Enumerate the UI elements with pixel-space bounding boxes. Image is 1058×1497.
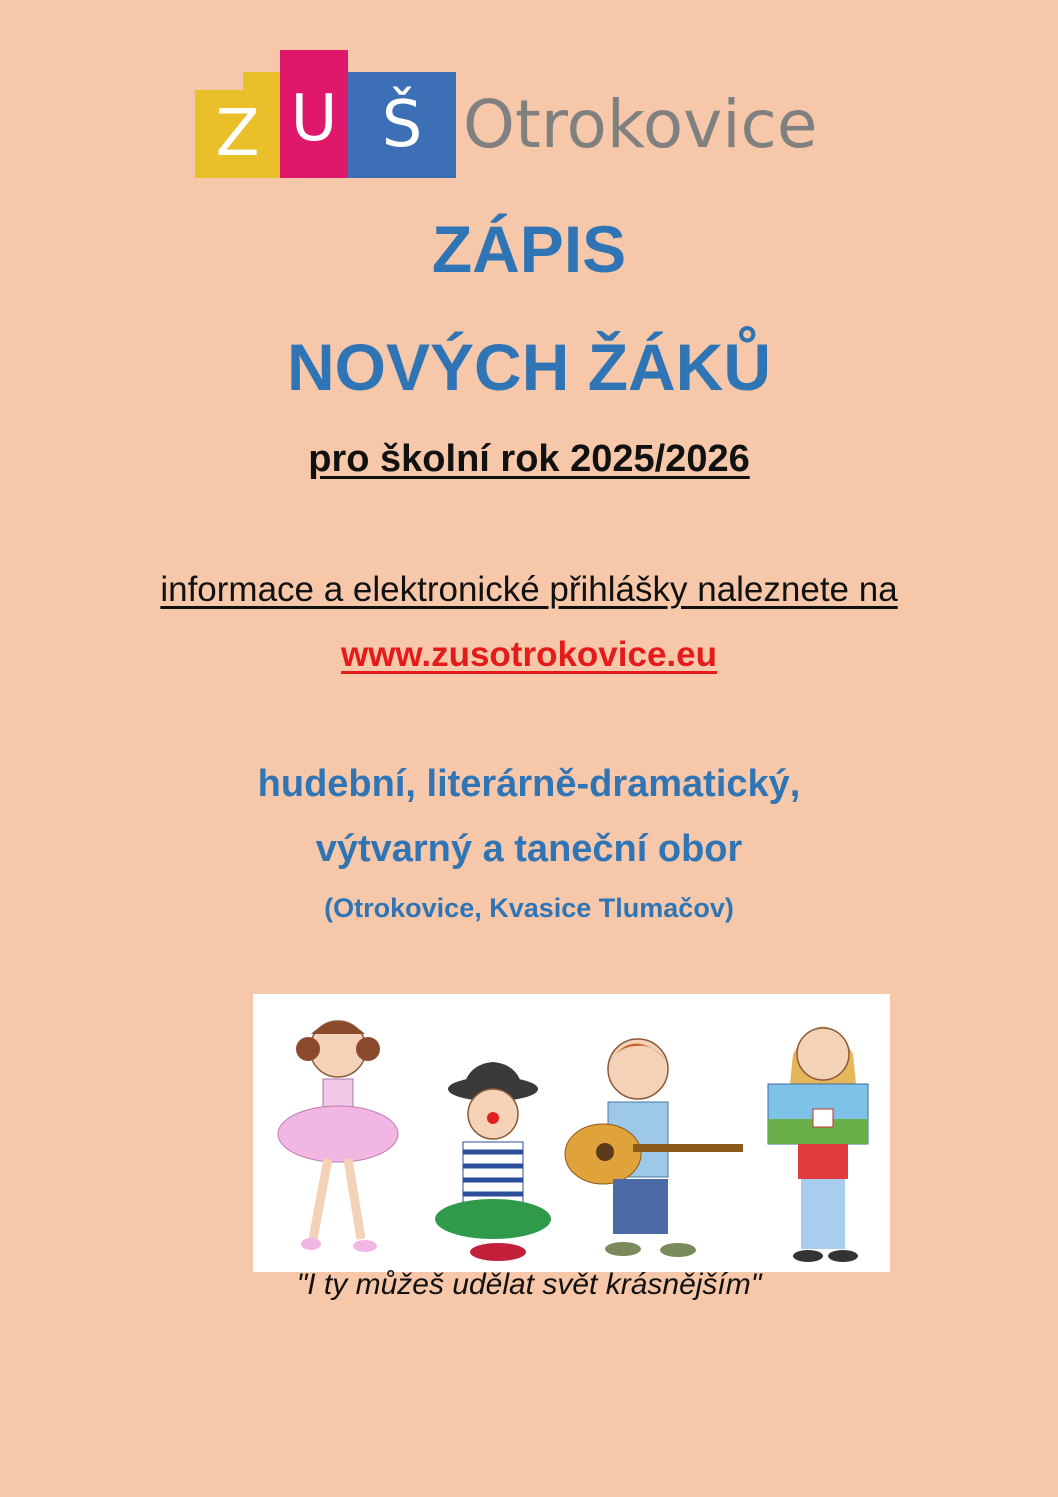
title-novych-zaku: NOVÝCH ŽÁKŮ [286, 330, 771, 404]
school-logo [195, 50, 865, 180]
school-year-subtitle: pro školní rok 2025/2026 [308, 438, 750, 480]
logo-letter-z: Z [195, 90, 280, 178]
fields-line-1: hudební, literárně-dramatický, [257, 763, 801, 805]
painter-figure [768, 1027, 868, 1263]
logo-letter-u: U [280, 50, 348, 178]
guitar-player-figure [565, 1039, 743, 1257]
locations-text: (Otrokovice, Kvasice Tlumačov) [324, 893, 734, 923]
dancer-figure [278, 1021, 398, 1252]
clown-figure [435, 1062, 551, 1261]
fields-line-2: výtvarný a taneční obor [315, 828, 743, 870]
logo-city-name: Otrokovice [463, 86, 818, 163]
logo-letter-s: Š [348, 72, 456, 178]
title-zapis: ZÁPIS [431, 212, 627, 286]
website-link[interactable]: www.zusotrokovice.eu [340, 635, 717, 674]
info-text: informace a elektronické přihlášky naleznete na [160, 570, 898, 609]
children-illustration [253, 994, 890, 1272]
children-drawing [253, 994, 890, 1272]
motto-quote: "I ty můžeš udělat svět krásnějším" [296, 1268, 762, 1301]
